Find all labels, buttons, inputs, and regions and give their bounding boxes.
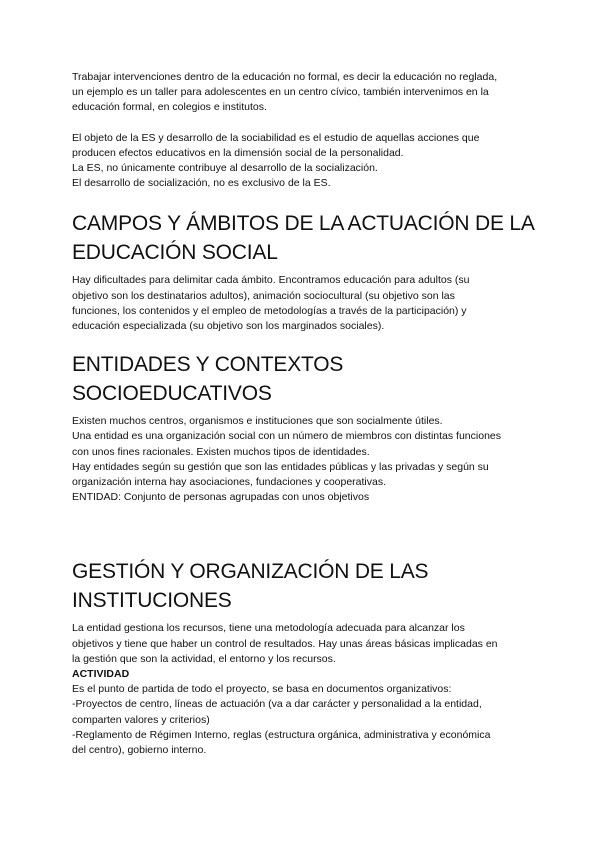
text-line: Una entidad es una organización social con un número de miembros con distintas funciones <box>72 430 502 443</box>
text-line: objetivos y tiene que haber un control de resultados. Hay unas áreas básicas implicadas en <box>72 637 498 650</box>
text-line: la gestión que son la actividad, el entorno y los recursos. <box>72 652 336 665</box>
heading-line: SOCIOEDUCATIVOS <box>72 382 272 406</box>
section-body-gestion <box>72 621 530 758</box>
text-line: organización interna hay asociaciones, fundaciones y cooperativas. <box>72 476 387 489</box>
heading-line: EDUCACIÓN SOCIAL <box>72 241 278 265</box>
intro-paragraph-1 <box>72 70 530 116</box>
text-line: ENTIDAD: Conjunto de personas agrupadas con unos objetivos <box>72 491 370 504</box>
intro-paragraph-2 <box>72 131 530 192</box>
text-line: producen efectos educativos en la dimensión social de la personalidad. <box>72 146 404 159</box>
section-heading-entidades <box>72 350 530 408</box>
text-line: Hay dificultades para delimitar cada ámbito. Encontramos educación para adultos (su <box>72 274 470 287</box>
text-line: El objeto de la ES y desarrollo de la sociabilidad es el estudio de aquellas acciones que <box>72 131 480 144</box>
document-page <box>72 70 535 758</box>
text-line: La ES, no únicamente contribuye al desarrollo de la socialización. <box>72 162 378 175</box>
text-line: El desarrollo de socialización, no es exclusivo de la ES. <box>72 177 331 190</box>
text-line: del centro), gobierno interno. <box>72 744 207 757</box>
text-line: Trabajar intervenciones dentro de la educación no formal, es decir la educación no reglada, <box>72 71 498 83</box>
section-body-entidades <box>72 414 530 505</box>
text-line: con unos fines racionales. Existen muchos tipos de identidades. <box>72 445 370 458</box>
heading-line: CAMPOS Y ÁMBITOS DE LA ACTUACIÓN DE LA <box>72 212 535 236</box>
text-line: educación formal, en colegios e institutos. <box>72 101 267 114</box>
heading-line: ENTIDADES Y CONTEXTOS <box>72 353 344 377</box>
text-line: funciones, los contenidos y el empleo de metodologías a través de la participación) y <box>72 304 467 317</box>
text-line: comparten valores y criterios) <box>72 713 210 726</box>
text-line: La entidad gestiona los recursos, tiene una metodología adecuada para alcanzar los <box>72 622 465 635</box>
heading-line: INSTITUCIONES <box>72 589 232 613</box>
section-body-campos <box>72 273 530 334</box>
text-line: Existen muchos centros, organismos e instituciones que son socialmente útiles. <box>72 415 443 428</box>
text-line: objetivo son los destinatarios adultos), animación sociocultural (su objetivo son las <box>72 289 455 302</box>
text-line: Hay entidades según su gestión que son las entidades públicas y las privadas y según su <box>72 460 489 473</box>
section-heading-campos <box>72 209 535 267</box>
text-line: -Proyectos de centro, líneas de actuación (va a dar carácter y personalidad a la entidad, <box>72 698 482 711</box>
text-line: educación especializada (su objetivo son los marginados sociales). <box>72 320 385 333</box>
text-line: -Reglamento de Régimen Interno, reglas (estructura orgánica, administrativa y económica <box>72 728 491 741</box>
text-line: un ejemplo es un taller para adolescentes en un centro cívico, también intervenimos en la <box>72 86 489 99</box>
subheading-actividad: ACTIVIDAD <box>72 668 130 681</box>
text-line: Es el punto de partida de todo el proyecto, se basa en documentos organizativos: <box>72 683 452 696</box>
section-heading-gestion <box>72 557 530 615</box>
heading-line: GESTIÓN Y ORGANIZACIÓN DE LAS <box>72 560 429 584</box>
